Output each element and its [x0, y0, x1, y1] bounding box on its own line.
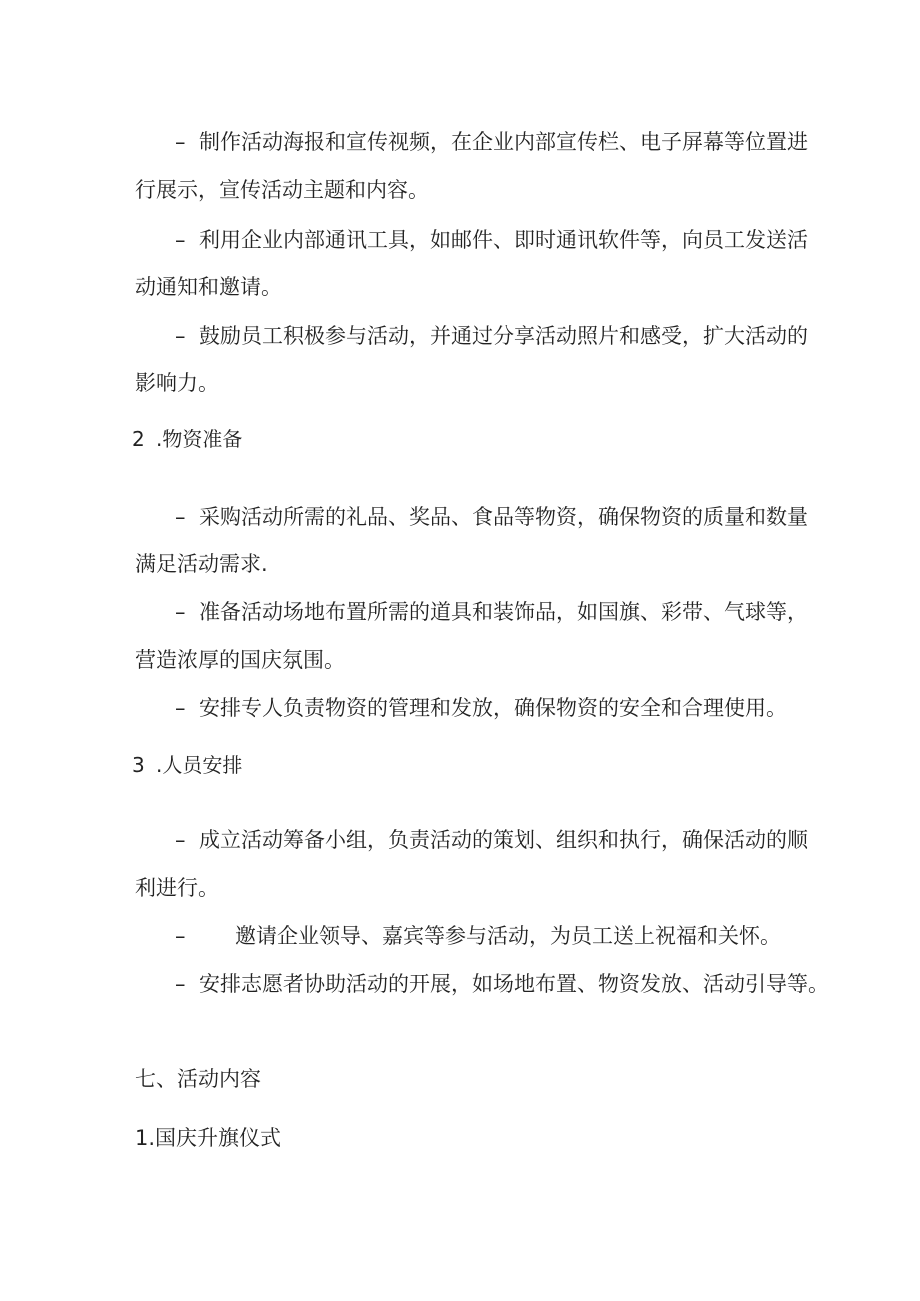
- materials-heading: [0, 425, 920, 453]
- dash-bullet: –: [175, 600, 186, 624]
- text: 制作活动海报和宣传视频，在企业内部宣传栏、电子屏幕等位置进: [199, 130, 808, 154]
- text: 安排志愿者协助活动的开展，如场地布置、物资发放、活动引导等。: [199, 972, 829, 996]
- dash-bullet: –: [175, 324, 186, 348]
- materials-item-1-line-2: 满足活动需求.: [135, 552, 268, 576]
- materials-item-2-line-2: 营造浓厚的国庆氛围。: [135, 648, 345, 672]
- dash-bullet: –: [175, 924, 186, 948]
- text: 采购活动所需的礼品、奖品、食品等物资，确保物资的质量和数量: [199, 505, 808, 529]
- staffing-item-1-line-1: [0, 826, 920, 854]
- staffing-heading: [0, 751, 920, 779]
- dash-bullet: –: [175, 505, 186, 529]
- materials-item-2-line-1: [0, 598, 920, 626]
- staffing-item-3-line-1: [0, 970, 920, 998]
- dash-bullet: –: [175, 972, 186, 996]
- heading-number: 2: [132, 427, 145, 451]
- materials-item-1-line-1: [0, 503, 920, 531]
- staffing-item-1-line-2: 利进行。: [135, 876, 219, 900]
- text: 鼓励员工积极参与活动，并通过分享活动照片和感受，扩大活动的: [199, 324, 808, 348]
- text: 邀请企业领导、嘉宾等参与活动，为员工送上祝福和关怀。: [235, 924, 781, 948]
- text: 准备活动场地布置所需的道具和装饰品，如国旗、彩带、气球等，: [199, 600, 808, 624]
- publicity-item-2-line-2: 动通知和邀请。: [135, 275, 282, 299]
- text: 利用企业内部通讯工具，如邮件、即时通讯软件等，向员工发送活: [199, 228, 808, 252]
- dash-bullet: –: [175, 228, 186, 252]
- heading-number: 3: [132, 753, 145, 777]
- section-7-title: 七、活动内容: [135, 1067, 261, 1091]
- publicity-item-1-line-1: [0, 128, 920, 156]
- staffing-item-2-line-1: [0, 922, 920, 950]
- dash-bullet: –: [175, 130, 186, 154]
- text: 安排专人负责物资的管理和发放，确保物资的安全和合理使用。: [199, 696, 787, 720]
- dash-bullet: –: [175, 696, 186, 720]
- publicity-item-2-line-1: [0, 226, 920, 254]
- section-7-sub-1: 1.国庆升旗仪式: [135, 1126, 282, 1150]
- publicity-item-3-line-1: [0, 322, 920, 350]
- heading-text: .物资准备: [156, 427, 243, 451]
- materials-item-3-line-1: [0, 694, 920, 722]
- text: 成立活动筹备小组，负责活动的策划、组织和执行，确保活动的顺: [199, 828, 808, 852]
- publicity-item-1-line-2: 行展示，宣传活动主题和内容。: [135, 178, 429, 202]
- publicity-item-3-line-2: 影响力。: [135, 371, 219, 395]
- heading-text: .人员安排: [156, 753, 243, 777]
- dash-bullet: –: [175, 828, 186, 852]
